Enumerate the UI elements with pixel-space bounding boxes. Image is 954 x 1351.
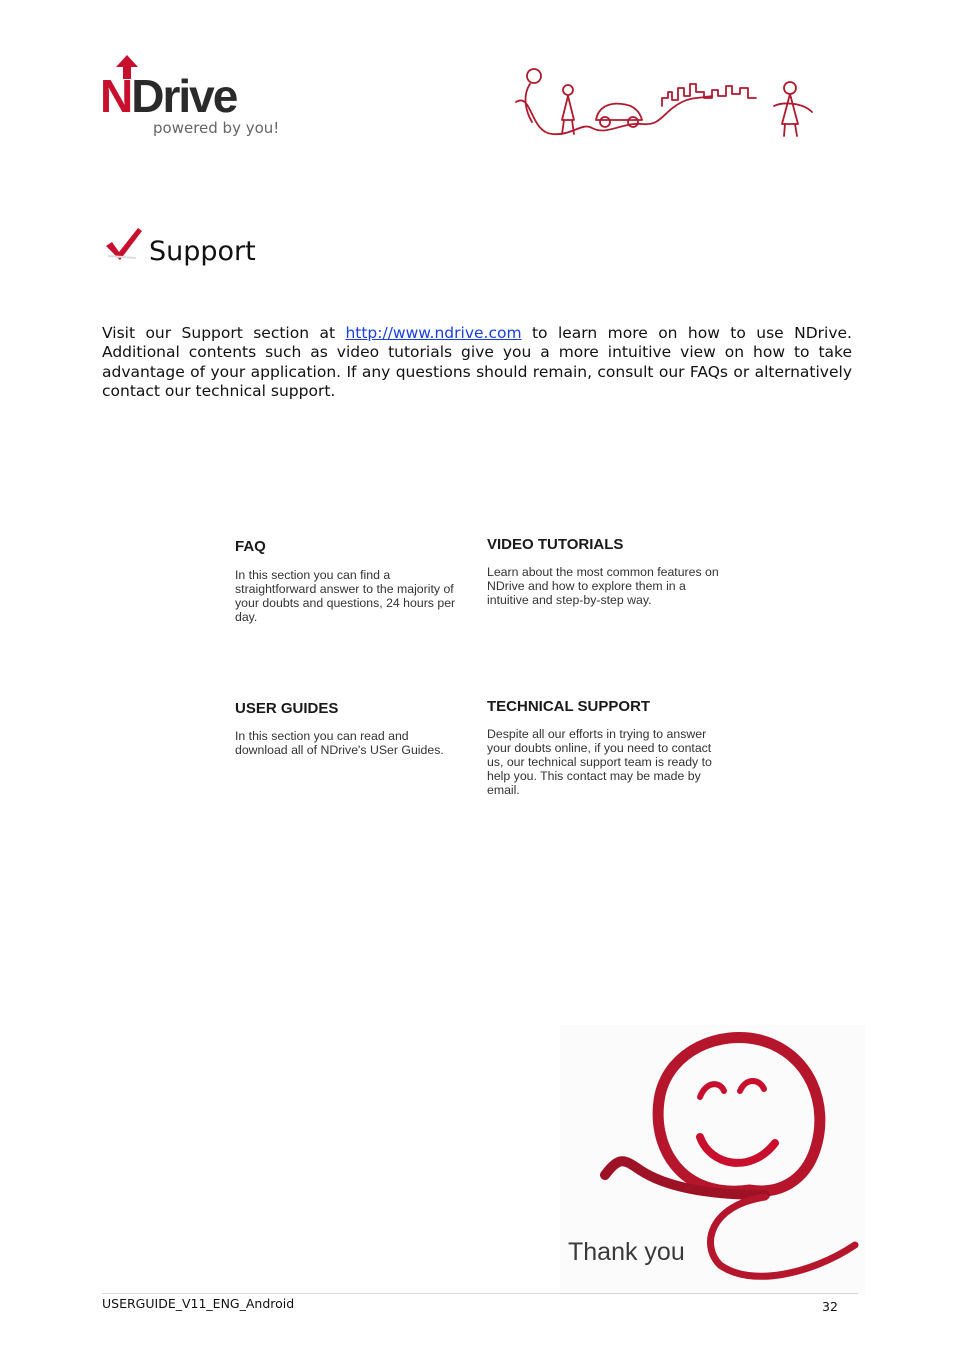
video-tutorials-title: VIDEO TUTORIALS	[487, 536, 624, 553]
thank-you-text: Thank you	[568, 1238, 685, 1266]
section-title: Support	[149, 236, 256, 267]
user-guides-box[interactable]	[235, 700, 460, 757]
logo-wordmark	[100, 70, 237, 122]
ndrive-website-link[interactable]: http://www.ndrive.com	[345, 324, 522, 342]
logo-drive: Drive	[131, 70, 237, 122]
technical-support-box[interactable]	[487, 698, 723, 797]
ndrive-logo	[100, 55, 290, 145]
footer-divider	[102, 1293, 858, 1294]
user-guides-title: USER GUIDES	[235, 700, 339, 717]
checkmark-icon	[104, 226, 144, 262]
logo-n: N	[100, 70, 132, 122]
technical-support-title: TECHNICAL SUPPORT	[487, 698, 651, 715]
video-tutorials-text: Learn about the most common features on NDrive and how to explore them in a intuitive and step-by-step way.	[487, 565, 719, 607]
logo-tagline: powered by you!	[153, 119, 280, 137]
technical-support-text: Despite all our efforts in trying to answer your doubts online, if you need to contact us, our technical support team is ready to help you. This contact may be made by email.	[487, 727, 712, 797]
intro-text-after: to learn more on how to use NDrive. Additional contents such as video tutorials give you a more intuitive view on how to take advantage of your application. If any questions should remain, consult our FAQs or alternatively contact our technical support.	[102, 324, 852, 401]
faq-text: In this section you can find a straightforward answer to the majority of your doubts and questions, 24 hours per day.	[235, 568, 456, 624]
user-guides-text: In this section you can read and download all of NDrive's USer Guides.	[235, 729, 444, 757]
faq-title: FAQ	[235, 538, 266, 555]
footer-page-number: 32	[822, 1299, 838, 1314]
intro-text-before: Visit our Support section at	[102, 324, 346, 342]
intro-paragraph	[102, 324, 852, 402]
faq-box[interactable]	[235, 538, 467, 624]
footer-document-id: USERGUIDE_V11_ENG_Android	[102, 1296, 295, 1311]
header-illustration	[512, 62, 824, 144]
video-tutorials-box[interactable]	[487, 536, 722, 607]
